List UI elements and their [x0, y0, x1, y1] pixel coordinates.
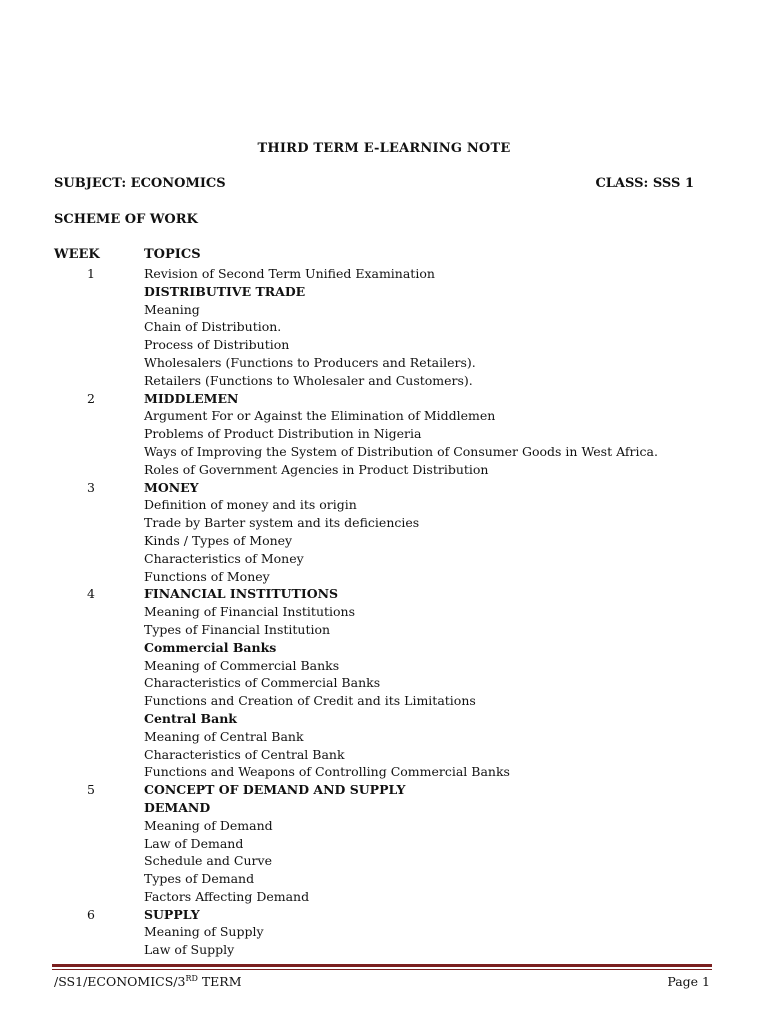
schedule-row	[54, 817, 694, 835]
week-number: 1	[87, 266, 95, 281]
schedule-row	[54, 835, 694, 853]
topic-item: Meaning of Demand	[144, 817, 273, 833]
schedule-row	[54, 585, 694, 603]
topics-column-header: TOPICS	[144, 247, 201, 262]
topic-item: Characteristics of Commercial Banks	[144, 675, 381, 691]
subject-label: SUBJECT: ECONOMICS	[54, 176, 226, 191]
schedule-row	[54, 799, 694, 817]
schedule-row	[54, 425, 694, 443]
schedule-row	[54, 390, 694, 408]
topic-item: Law of Demand	[144, 835, 244, 851]
schedule-row	[54, 621, 694, 639]
schedule-row	[54, 568, 694, 586]
schedule-row	[54, 692, 694, 710]
page-number: Page 1	[667, 974, 710, 989]
schedule-row	[54, 443, 694, 461]
week-number: 6	[87, 906, 95, 922]
schedule-row	[54, 870, 694, 888]
schedule-row	[54, 781, 694, 799]
footer-course-label: /SS1/ECONOMICS/3RD TERM	[54, 974, 242, 990]
topic-item: Meaning of Commercial Banks	[144, 657, 340, 673]
schedule-row	[54, 265, 694, 283]
schedule-row	[54, 674, 694, 692]
topic-heading: Commercial Banks	[144, 639, 277, 655]
topic-heading: Central Bank	[144, 710, 237, 726]
page-title: THIRD TERM E-LEARNING NOTE	[257, 141, 511, 156]
topic-item: Meaning of Financial Institutions	[144, 604, 356, 620]
topic-item: Meaning of Supply	[144, 924, 264, 940]
topic-heading: MONEY	[144, 479, 199, 495]
schedule-row	[54, 496, 694, 514]
topic-item: Functions and Weapons of Controlling Commercial Banks	[144, 764, 510, 780]
schedule-row	[54, 639, 694, 657]
scheme-heading: SCHEME OF WORK	[54, 212, 198, 227]
schedule-row	[54, 888, 694, 906]
schedule-row	[54, 461, 694, 479]
schedule-row	[54, 728, 694, 746]
page-footer	[54, 974, 710, 989]
week-number: 4	[87, 586, 95, 602]
schedule-row	[54, 372, 694, 390]
schedule-row	[54, 532, 694, 550]
week-number: 2	[87, 390, 95, 406]
topic-heading: CONCEPT OF DEMAND AND SUPPLY	[144, 782, 406, 798]
schedule-row	[54, 283, 694, 301]
topic-item: Wholesalers (Functions to Producers and Retailers).	[144, 354, 476, 370]
schedule-list	[54, 265, 694, 959]
topic-heading: DISTRIBUTIVE TRADE	[144, 283, 306, 299]
topic-heading: DEMAND	[144, 799, 211, 815]
topic-heading: MIDDLEMEN	[144, 390, 239, 406]
topic-item: Types of Demand	[144, 871, 255, 887]
footer-divider	[52, 964, 712, 967]
schedule-row	[54, 354, 694, 372]
topic-item: Problems of Product Distribution in Nigeria	[144, 426, 422, 442]
schedule-row	[54, 923, 694, 941]
schedule-row	[54, 746, 694, 764]
footer-divider-thin	[52, 969, 712, 970]
schedule-row	[54, 407, 694, 425]
topic-item: Schedule and Curve	[144, 853, 272, 869]
topic-item: Definition of money and its origin	[144, 497, 357, 513]
schedule-row	[54, 514, 694, 532]
topic-item: Characteristics of Central Bank	[144, 746, 345, 762]
schedule-row	[54, 603, 694, 621]
topic-item: Functions and Creation of Credit and its Limitations	[144, 693, 476, 709]
topic-item: Retailers (Functions to Wholesaler and Customers).	[144, 372, 473, 388]
topic-item: Characteristics of Money	[144, 550, 304, 566]
topic-item: Meaning	[144, 301, 200, 317]
topic-item: Chain of Distribution.	[144, 319, 282, 335]
topic-item: Ways of Improving the System of Distribution of Consumer Goods in West Africa.	[144, 443, 658, 459]
topic-item: Trade by Barter system and its deficiencies	[144, 515, 420, 531]
schedule-row	[54, 852, 694, 870]
schedule-row	[54, 657, 694, 675]
schedule-row	[54, 710, 694, 728]
schedule-row	[54, 479, 694, 497]
topic-heading: FINANCIAL INSTITUTIONS	[144, 586, 339, 602]
topic-heading: SUPPLY	[144, 906, 200, 922]
subject-class-row	[54, 176, 694, 191]
class-label: CLASS: SSS 1	[595, 176, 694, 191]
topic-item: Factors Affecting Demand	[144, 888, 310, 904]
topic-item: Revision of Second Term Unified Examination	[144, 266, 435, 281]
topic-item: Roles of Government Agencies in Product Distribution	[144, 461, 489, 477]
schedule-row	[54, 301, 694, 319]
schedule-row	[54, 763, 694, 781]
topic-item: Meaning of Central Bank	[144, 728, 304, 744]
topic-item: Functions of Money	[144, 568, 270, 584]
topic-item: Argument For or Against the Elimination of Middlemen	[144, 408, 496, 424]
schedule-row	[54, 906, 694, 924]
week-number: 5	[87, 782, 95, 798]
topic-item: Types of Financial Institution	[144, 621, 331, 637]
topic-item: Kinds / Types of Money	[144, 532, 293, 548]
topic-item: Law of Supply	[144, 942, 235, 958]
schedule-row	[54, 336, 694, 354]
topic-item: Process of Distribution	[144, 337, 290, 353]
week-number: 3	[87, 479, 95, 495]
schedule-row	[54, 550, 694, 568]
schedule-row	[54, 318, 694, 336]
week-column-header: WEEK	[54, 247, 100, 262]
schedule-row	[54, 941, 694, 959]
